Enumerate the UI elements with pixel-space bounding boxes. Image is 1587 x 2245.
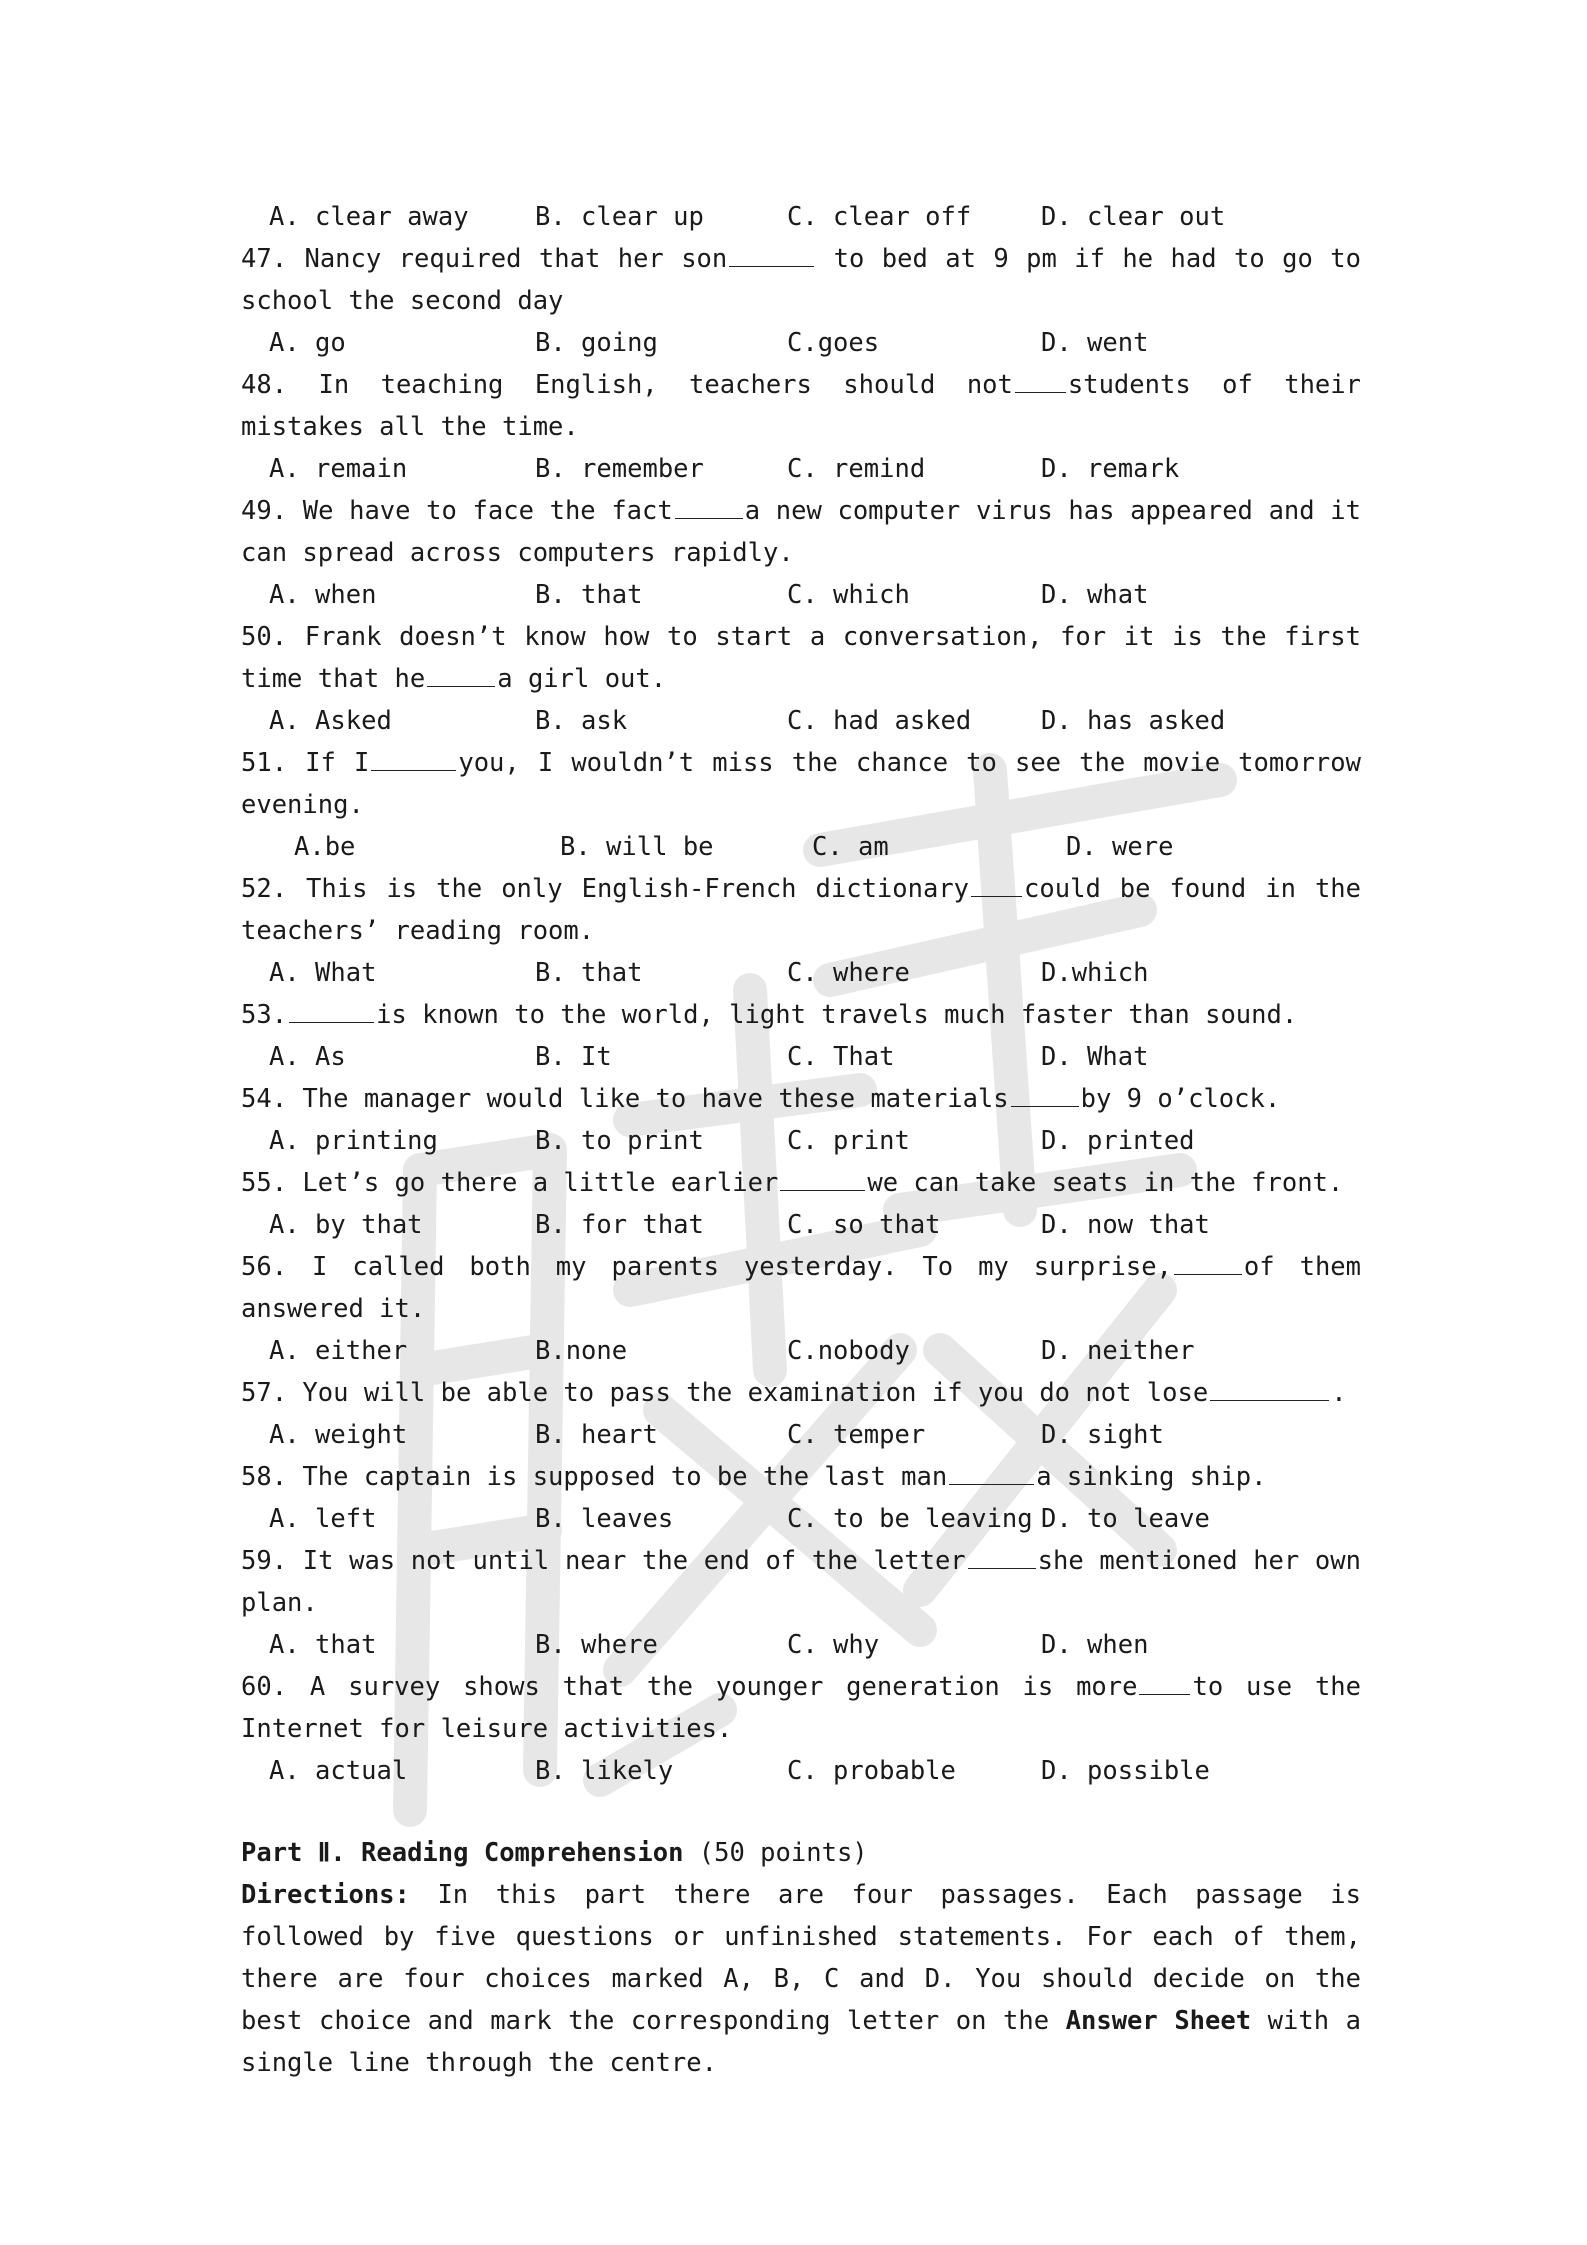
question-number: 57. <box>241 1378 288 1408</box>
option-c: C. remind <box>787 454 926 484</box>
answer-blank[interactable] <box>949 1456 1034 1485</box>
option-b: B. will be <box>560 832 714 862</box>
question-options <box>241 1330 1361 1372</box>
option-b: B.none <box>535 1336 628 1366</box>
question-options <box>241 1750 1361 1792</box>
question-text <box>241 1540 1361 1624</box>
option-a: A. that <box>269 1630 377 1660</box>
option-b: B. heart <box>535 1420 658 1450</box>
option-c: C.nobody <box>787 1336 910 1366</box>
q46-options <box>241 196 1361 238</box>
option-d: D. were <box>1066 832 1174 862</box>
option-a: A. left <box>269 1504 377 1534</box>
option-b: B. leaves <box>535 1504 674 1534</box>
question-stem-before: It was not until near the end of the letter <box>287 1546 966 1576</box>
option-a: A. printing <box>269 1126 438 1156</box>
directions-label: Directions: <box>241 1880 410 1910</box>
option-a: A.be <box>294 832 356 862</box>
question-stem-after: . <box>1331 1378 1347 1408</box>
option-d: D.which <box>1041 958 1149 988</box>
question-item <box>241 1666 1361 1792</box>
option-b: B. that <box>535 958 643 988</box>
option-d: D. went <box>1041 328 1149 358</box>
question-stem-before: Let’s go there a little earlier <box>287 1168 779 1198</box>
question-options <box>241 1498 1361 1540</box>
question-stem-before: I called both my parents yesterday. To my surprise, <box>287 1252 1172 1282</box>
answer-blank[interactable] <box>675 490 743 519</box>
option-b: B. ask <box>535 706 628 736</box>
question-number: 47. <box>241 244 288 274</box>
question-text <box>241 1456 1361 1498</box>
option-a: A. As <box>269 1042 346 1072</box>
question-number: 58. <box>241 1462 288 1492</box>
question-number: 54. <box>241 1084 288 1114</box>
directions-text-b: with a single line through the centre. <box>241 2006 1361 2078</box>
option-d: D. to leave <box>1041 1504 1210 1534</box>
option-a: A. either <box>269 1336 408 1366</box>
option-a: A. go <box>269 328 346 358</box>
question-stem-before: Nancy required that her son <box>287 244 728 274</box>
question-stem-after: to bed at 9 pm if he had to go to school the second day <box>241 244 1361 316</box>
question-item <box>241 1246 1361 1372</box>
question-text <box>241 1078 1361 1120</box>
question-stem-after: to use the Internet for leisure activities. <box>241 1672 1361 1744</box>
question-text <box>241 364 1361 448</box>
answer-blank[interactable] <box>729 238 814 267</box>
option-b: B. likely <box>535 1756 674 1786</box>
part2-directions <box>241 1874 1361 2084</box>
question-item <box>241 1078 1361 1162</box>
option-c: C. temper <box>787 1420 926 1450</box>
question-text <box>241 994 1361 1036</box>
question-options <box>241 1204 1361 1246</box>
option-a: A. weight <box>269 1420 408 1450</box>
question-stem-before: The manager would like to have these materials <box>287 1084 1009 1114</box>
question-number: 56. <box>241 1252 288 1282</box>
question-text <box>241 1666 1361 1750</box>
option-d: D. now that <box>1041 1210 1210 1240</box>
question-text <box>241 616 1361 700</box>
answer-blank[interactable] <box>289 994 374 1023</box>
part2-heading-line <box>241 1832 1361 1874</box>
option-c: C. That <box>787 1042 895 1072</box>
question-options <box>241 322 1361 364</box>
question-text <box>241 238 1361 322</box>
question-stem-after: could be found in the teachers’ reading room. <box>241 874 1361 946</box>
option-a: A. by that <box>269 1210 423 1240</box>
answer-blank[interactable] <box>1210 1372 1329 1401</box>
question-item <box>241 994 1361 1078</box>
option-d: D. possible <box>1041 1756 1210 1786</box>
option-b: B. going <box>535 328 658 358</box>
option-a: A. actual <box>269 1756 408 1786</box>
option-b: B. for that <box>535 1210 704 1240</box>
question-stem-after: by 9 o’clock. <box>1080 1084 1281 1114</box>
option-d: D. sight <box>1041 1420 1164 1450</box>
answer-blank[interactable] <box>427 658 495 687</box>
option-d: D. What <box>1041 1042 1149 1072</box>
option-d: D. has asked <box>1041 706 1226 736</box>
answer-blank[interactable] <box>1011 1078 1079 1107</box>
question-stem-after: is known to the world, light travels much faster than sound. <box>376 1000 1298 1030</box>
option-d: D. what <box>1041 580 1149 610</box>
option-c: C. to be leaving <box>787 1504 1033 1534</box>
question-text <box>241 868 1361 952</box>
option-c: C. am <box>812 832 889 862</box>
section-gap <box>241 1792 1361 1832</box>
q46-option-d: D. clear out <box>1041 202 1226 232</box>
question-stem-after: a sinking ship. <box>1036 1462 1267 1492</box>
question-item <box>241 364 1361 490</box>
option-d: D. remark <box>1041 454 1180 484</box>
question-number: 60. <box>241 1672 288 1702</box>
question-options <box>241 826 1361 868</box>
option-a: A. when <box>269 580 377 610</box>
question-text <box>241 742 1361 826</box>
exam-content <box>241 196 1361 2084</box>
question-list <box>241 238 1361 1792</box>
option-b: B. remember <box>535 454 704 484</box>
question-item <box>241 1456 1361 1540</box>
option-d: D. when <box>1041 1630 1149 1660</box>
question-number: 49. <box>241 496 288 526</box>
question-stem-before: A survey shows that the younger generation is more <box>287 1672 1138 1702</box>
question-item <box>241 616 1361 742</box>
option-c: C. probable <box>787 1756 956 1786</box>
option-c: C. so that <box>787 1210 941 1240</box>
question-options <box>241 1120 1361 1162</box>
question-stem-after: you, I wouldn’t miss the chance to see the movie tomorrow evening. <box>241 748 1361 820</box>
question-item <box>241 490 1361 616</box>
question-item <box>241 742 1361 868</box>
question-options <box>241 448 1361 490</box>
question-options <box>241 1414 1361 1456</box>
question-item <box>241 1162 1361 1246</box>
question-number: 53. <box>241 1000 288 1030</box>
question-item <box>241 1540 1361 1666</box>
question-item <box>241 238 1361 364</box>
question-text <box>241 1246 1361 1330</box>
option-d: D. neither <box>1041 1336 1195 1366</box>
answer-blank[interactable] <box>371 742 456 771</box>
question-options <box>241 574 1361 616</box>
option-c: C. where <box>787 958 910 988</box>
question-stem-after: we can take seats in the front. <box>867 1168 1344 1198</box>
option-c: C. which <box>787 580 910 610</box>
question-stem-after: a new computer virus has appeared and it can spread across computers rapidly. <box>241 496 1361 568</box>
option-c: C.goes <box>787 328 880 358</box>
q46-option-b: B. clear up <box>535 202 704 232</box>
question-number: 50. <box>241 622 288 652</box>
option-c: C. why <box>787 1630 880 1660</box>
part2-points: (50 points) <box>683 1838 868 1868</box>
question-text <box>241 490 1361 574</box>
option-c: C. had asked <box>787 706 972 736</box>
part2-heading: Part Ⅱ. Reading Comprehension <box>241 1838 684 1868</box>
question-stem-after: she mentioned her own plan. <box>241 1546 1361 1618</box>
answer-blank[interactable] <box>1174 1246 1242 1275</box>
option-b: B. where <box>535 1630 658 1660</box>
option-b: B. It <box>535 1042 612 1072</box>
question-stem-after: of them answered it. <box>241 1252 1362 1324</box>
question-text <box>241 1372 1361 1414</box>
directions-text-a: In this part there are four passages. Each passage is followed by five questions or unfinished statements. For each of them, there are four choices marked A, B, C and D. You should decide on the best choice and mark the corresponding letter on the <box>241 1880 1361 2036</box>
answer-sheet-label: Answer Sheet <box>1065 2006 1252 2036</box>
question-options <box>241 1036 1361 1078</box>
option-b: B. to print <box>535 1126 704 1156</box>
option-c: C. print <box>787 1126 910 1156</box>
question-number: 59. <box>241 1546 288 1576</box>
question-stem-before: In teaching English, teachers should not <box>287 370 1013 400</box>
question-stem-before: You will be able to pass the examination if you do not lose <box>287 1378 1209 1408</box>
question-number: 48. <box>241 370 288 400</box>
option-a: A. Asked <box>269 706 392 736</box>
answer-blank[interactable] <box>1015 364 1066 393</box>
question-stem-after: a girl out. <box>497 664 667 694</box>
q46-option-c: C. clear off <box>787 202 972 232</box>
question-number: 52. <box>241 874 288 904</box>
question-item <box>241 868 1361 994</box>
question-number: 55. <box>241 1168 288 1198</box>
question-options <box>241 700 1361 742</box>
answer-blank[interactable] <box>780 1162 865 1191</box>
question-stem-before: The captain is supposed to be the last man <box>287 1462 948 1492</box>
question-stem-before: Frank doesn’t know how to start a conversation, for it is the first time that he <box>241 622 1361 694</box>
question-options <box>241 952 1361 994</box>
answer-blank[interactable] <box>968 1540 1036 1569</box>
option-a: A. remain <box>269 454 408 484</box>
question-stem-before: This is the only English-French dictionary <box>287 874 970 904</box>
question-item <box>241 1372 1361 1456</box>
option-b: B. that <box>535 580 643 610</box>
question-stem-after: students of their mistakes all the time. <box>241 370 1361 442</box>
option-a: A. What <box>269 958 377 988</box>
answer-blank[interactable] <box>971 868 1022 897</box>
question-stem-before: If I <box>287 748 370 778</box>
question-text <box>241 1162 1361 1204</box>
question-stem-before: We have to face the fact <box>287 496 673 526</box>
q46-option-a: A. clear away <box>269 202 469 232</box>
question-options <box>241 1624 1361 1666</box>
option-d: D. printed <box>1041 1126 1195 1156</box>
answer-blank[interactable] <box>1139 1666 1190 1695</box>
question-number: 51. <box>241 748 288 778</box>
